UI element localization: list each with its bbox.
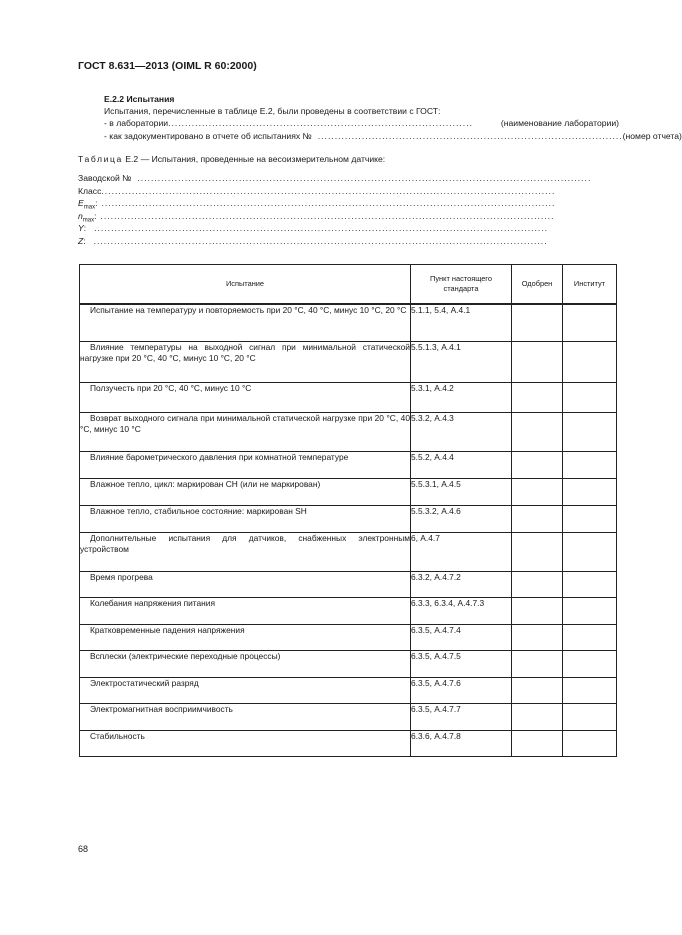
emax-subscript: max <box>83 204 96 211</box>
emax-symbol: E <box>78 198 84 208</box>
test-name-cell <box>80 730 411 756</box>
test-name: Возврат выходного сигнала при минимальной статической нагрузке при 20 °С, 40 °С, минус 10 °С <box>80 412 410 434</box>
section-e-2-2 <box>104 93 682 142</box>
table-row <box>80 730 617 756</box>
test-name: Испытание на температуру и повторяемость при 20 °С, 40 °С, минус 10 °С, 20 °С <box>90 305 407 315</box>
approved-cell <box>512 650 563 677</box>
institute-cell <box>563 597 617 624</box>
nmax-symbol: n <box>78 210 83 221</box>
col-header-approved: Одобрен <box>512 265 563 305</box>
z-symbol: Z <box>78 235 84 246</box>
table-row <box>80 650 617 677</box>
field-class <box>78 185 600 198</box>
test-name-cell <box>80 650 411 677</box>
institute-cell <box>563 624 617 650</box>
institute-cell <box>563 304 617 341</box>
lab-line-label: - в лаборатории <box>104 118 169 129</box>
test-name: Кратковременные падения напряжения <box>90 624 245 635</box>
approved-cell <box>512 382 563 412</box>
approved-cell <box>512 597 563 624</box>
institute-cell <box>563 650 617 677</box>
section-heading: Е.2.2 Испытания <box>104 94 175 104</box>
standard-ref-cell: 6.3.5, А.4.7.5 <box>411 650 512 677</box>
standard-ref-cell: 5.1.1, 5.4, А.4.1 <box>411 304 512 341</box>
field-nmax-leader: ...................................................................................................................................... <box>100 210 555 221</box>
approved-cell <box>512 412 563 451</box>
table-row <box>80 505 617 532</box>
standard-ref-cell: 5.5.3.1, А.4.5 <box>411 478 512 505</box>
field-y-leader: ...................................................................................................................................... <box>94 223 549 233</box>
approved-cell <box>512 624 563 650</box>
test-name: Ползучесть при 20 °С, 40 °С, минус 10 °С <box>90 382 252 393</box>
test-name-cell <box>80 703 411 730</box>
field-y-label: Y: <box>78 223 87 233</box>
standard-ref-cell: 6.3.5, А.4.7.7 <box>411 703 512 730</box>
table-row <box>80 703 617 730</box>
standard-ref-cell: 5.3.1, А.4.2 <box>411 382 512 412</box>
approved-cell <box>512 532 563 571</box>
test-name-cell <box>80 624 411 650</box>
report-line <box>104 130 682 142</box>
table-caption-prefix: Таблица <box>78 154 123 164</box>
test-name: Колебания напряжения питания <box>90 597 216 608</box>
institute-cell <box>563 451 617 478</box>
field-y <box>78 222 600 235</box>
approved-cell <box>512 677 563 703</box>
approved-cell <box>512 730 563 756</box>
field-z-leader: ...................................................................................................................................... <box>93 235 548 246</box>
report-line-suffix: (номер отчета) <box>622 130 682 141</box>
test-name-cell <box>80 304 411 341</box>
test-name: Влажное тепло, цикл: маркирован СН (или не маркирован) <box>90 478 321 489</box>
institute-cell <box>563 677 617 703</box>
test-name-cell <box>80 382 411 412</box>
load-cell-fields <box>78 172 600 247</box>
table-caption <box>78 154 385 164</box>
approved-cell <box>512 478 563 505</box>
col-header-institute: Институт <box>563 265 617 305</box>
field-nmax <box>78 210 600 223</box>
institute-cell <box>563 730 617 756</box>
test-name: Влияние барометрического давления при комнатной температуре <box>90 451 349 462</box>
table-row <box>80 478 617 505</box>
table-row <box>80 532 617 571</box>
test-name-cell <box>80 412 411 451</box>
institute-cell <box>563 412 617 451</box>
test-name-cell <box>80 505 411 532</box>
test-name-cell <box>80 451 411 478</box>
test-name: Электромагнитная восприимчивость <box>90 703 233 714</box>
col-header-ref: Пункт настоящего стандарта <box>411 265 512 305</box>
page-number: 68 <box>78 844 89 854</box>
table-row <box>80 304 617 341</box>
table-row <box>80 341 617 382</box>
institute-cell <box>563 532 617 571</box>
field-emax-label: $E_{max}$: <box>78 198 98 211</box>
standard-ref-cell: 5.3.2, А.4.3 <box>411 412 512 451</box>
standard-ref-cell: 5.5.1.3, А.4.1 <box>411 341 512 382</box>
table-caption-text: Е.2 — Испытания, проведенные на весоизмерительном датчике: <box>125 154 386 164</box>
y-symbol: Y <box>78 223 84 233</box>
table-row <box>80 382 617 412</box>
standard-ref-cell: 6, А.4.7 <box>411 532 512 571</box>
test-name-cell <box>80 478 411 505</box>
standard-ref-cell: 6.3.6, А.4.7.8 <box>411 730 512 756</box>
field-class-leader: ...................................................................................................................................... <box>101 185 556 196</box>
section-intro: Испытания, перечисленные в таблице Е.2, были проведены в соответствии с ГОСТ: <box>104 106 441 117</box>
nmax-subscript: max <box>82 217 95 224</box>
approved-cell <box>512 341 563 382</box>
table-row <box>80 412 617 451</box>
lab-line-suffix: (наименование лаборатории) <box>500 118 619 129</box>
standard-ref-cell: 6.3.3, 6.3.4, А.4.7.3 <box>411 597 512 624</box>
table-row <box>80 624 617 650</box>
document-header: ГОСТ 8.631—2013 (OIML R 60:2000) <box>78 60 257 72</box>
tests-table-header <box>80 265 617 305</box>
field-emax <box>78 197 600 210</box>
tests-table <box>79 264 617 757</box>
test-name-cell <box>80 571 411 597</box>
institute-cell <box>563 382 617 412</box>
institute-cell <box>563 478 617 505</box>
test-name-cell <box>80 341 411 382</box>
standard-ref-cell: 6.3.5, А.4.7.4 <box>411 624 512 650</box>
col-header-test: Испытание <box>80 265 411 305</box>
table-row <box>80 571 617 597</box>
standard-ref-cell: 6.3.2, А.4.7.2 <box>411 571 512 597</box>
test-name: Всплески (электрические переходные процессы) <box>90 650 281 661</box>
field-serial-leader: ...................................................................................................................................... <box>137 173 592 183</box>
test-name: Влажное тепло, стабильное состояние: маркирован SH <box>90 505 307 516</box>
approved-cell <box>512 451 563 478</box>
test-name: Стабильность <box>90 730 145 741</box>
institute-cell <box>563 571 617 597</box>
standard-ref-cell: 6.3.5, А.4.7.6 <box>411 677 512 703</box>
standard-ref-cell: 5.5.3.2, А.4.6 <box>411 505 512 532</box>
test-name: Дополнительные испытания для датчиков, снабженных электронным устройством <box>80 532 410 554</box>
institute-cell <box>563 505 617 532</box>
test-name: Время прогрева <box>90 571 153 582</box>
report-line-label: - как задокументировано в отчете об испытаниях № <box>104 130 312 141</box>
tests-table-body <box>80 304 617 756</box>
table-row <box>80 597 617 624</box>
approved-cell <box>512 703 563 730</box>
field-emax-leader: ...................................................................................................................................... <box>101 198 556 208</box>
institute-cell <box>563 703 617 730</box>
test-name: Влияние температуры на выходной сигнал при минимальной статической нагрузке при 20 °С, 40 °С, минус 10 °С, 20 °С <box>80 341 410 363</box>
table-row <box>80 677 617 703</box>
field-z <box>78 235 600 248</box>
table-row <box>80 451 617 478</box>
test-name-cell <box>80 532 411 571</box>
lab-line-leader: .......................................................................................... <box>168 118 473 129</box>
report-line-leader: .......................................................................................... <box>317 130 623 141</box>
institute-cell <box>563 341 617 382</box>
lab-line <box>104 117 619 129</box>
approved-cell <box>512 304 563 341</box>
test-name: Электростатический разряд <box>90 677 199 688</box>
field-serial <box>78 172 600 185</box>
field-nmax-label: $n_{max}$: <box>78 210 97 224</box>
approved-cell <box>512 571 563 597</box>
test-name-cell <box>80 677 411 703</box>
field-serial-label: Заводской № <box>78 173 132 183</box>
field-z-label: Z: <box>78 235 86 246</box>
standard-ref-cell: 5.5.2, А.4.4 <box>411 451 512 478</box>
test-name-cell <box>80 597 411 624</box>
field-class-label: Класс <box>78 185 102 196</box>
approved-cell <box>512 505 563 532</box>
